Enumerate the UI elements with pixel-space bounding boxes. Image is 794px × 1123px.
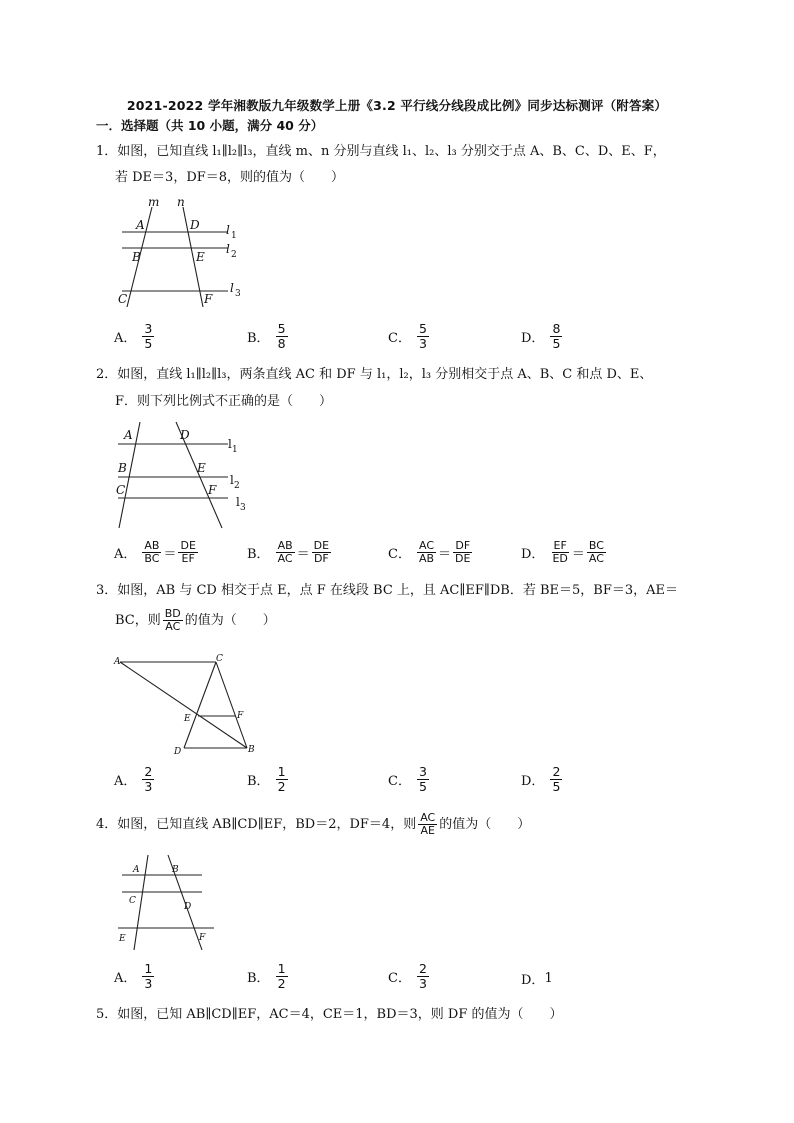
q2-label-B: B bbox=[118, 461, 127, 475]
q4-label-E: E bbox=[119, 934, 126, 944]
q1-option-b[interactable]: B． $\frac{5}{8}$ bbox=[247, 321, 286, 351]
q1-label-A: A bbox=[136, 218, 145, 232]
q3-label-D: D bbox=[174, 747, 182, 757]
q2-text-line1: 2．如图，直线 l₁∥l₂∥l₃，两条直线 AC 和 DF 与 l₁，l₂，l₃ 分别相交于点 A、B、C 和点 D、E、 bbox=[96, 367, 653, 382]
q2-option-b[interactable]: B． $\frac{AB}{AC}$ ＝ $\frac{DE}{DF}$ bbox=[247, 539, 330, 565]
svg-text:1: 1 bbox=[232, 445, 238, 455]
q3-segment-cb bbox=[216, 662, 247, 748]
q1-label-D: D bbox=[190, 218, 200, 232]
q1-label-m: m bbox=[148, 195, 160, 209]
q3-option-d[interactable]: D． $\frac{2}{5}$ bbox=[521, 764, 561, 794]
q4-label-A: A bbox=[133, 865, 140, 875]
q2-text-line2: F．则下列比例式不正确的是（ ） bbox=[115, 394, 333, 409]
q1-figure bbox=[110, 195, 260, 310]
section-heading: 一．选择题（共 10 小题，满分 40 分） bbox=[96, 118, 324, 133]
q3-label-E: E bbox=[184, 714, 191, 724]
q1-option-a[interactable]: A． $\frac{3}{5}$ bbox=[114, 321, 153, 351]
q4-option-d[interactable]: D． 1 bbox=[521, 971, 553, 988]
page-title: 2021-2022 学年湘教版九年级数学上册《3.2 平行线分线段成比例》同步达标测评（附答案） bbox=[126, 98, 668, 113]
q2-label-A: A bbox=[124, 428, 133, 442]
q1-label-F: F bbox=[204, 292, 213, 306]
q2-option-d[interactable]: D． $\frac{EF}{ED}$ ＝ $\frac{BC}{AC}$ bbox=[521, 539, 604, 565]
q3-figure bbox=[110, 650, 260, 758]
q1-label-B: B bbox=[132, 250, 141, 264]
q4-label-C: C bbox=[129, 896, 136, 906]
q1-label-l3: l bbox=[230, 281, 234, 295]
q2-label-D: D bbox=[180, 428, 190, 442]
q1-label-l1: l bbox=[226, 223, 230, 237]
svg-text:2: 2 bbox=[231, 250, 237, 260]
svg-text:1: 1 bbox=[231, 231, 237, 241]
q3-label-B: B bbox=[248, 745, 255, 755]
q2-figure bbox=[110, 420, 260, 532]
q3-label-C: C bbox=[216, 654, 223, 664]
q3-label-F: F bbox=[237, 711, 244, 721]
q3-segment-cd bbox=[184, 662, 216, 748]
q3-text-line2: BC，则 $\frac{BD}{AC}$ 的值为（ ） bbox=[115, 607, 276, 633]
svg-text:2: 2 bbox=[234, 481, 240, 491]
q2-label-C: C bbox=[116, 483, 126, 497]
q4-option-b[interactable]: B． $\frac{1}{2}$ bbox=[247, 961, 286, 991]
q3-segment-ab bbox=[120, 662, 247, 748]
q4-option-a[interactable]: A． $\frac{1}{3}$ bbox=[114, 961, 153, 991]
q4-label-D: D bbox=[184, 902, 192, 912]
q1-text-line1: 1．如图，已知直线 l₁∥l₂∥l₃，直线 m、n 分别与直线 l₁、l₂、l₃ 分别交于点 A、B、C、D、E、F， bbox=[96, 144, 666, 159]
q1-label-n: n bbox=[177, 195, 185, 209]
q1-label-l2: l bbox=[226, 242, 230, 256]
q1-label-E: E bbox=[196, 250, 205, 264]
q3-option-c[interactable]: C． $\frac{3}{5}$ bbox=[388, 764, 427, 794]
svg-text:3: 3 bbox=[235, 289, 241, 299]
q2-label-l1: l bbox=[228, 437, 232, 451]
q2-label-l3: l bbox=[236, 495, 240, 509]
q5-text-line1: 5．如图，已知 AB∥CD∥EF，AC＝4，CE＝1，BD＝3，则 DF 的值为（ ） bbox=[96, 1007, 563, 1022]
q1-option-d[interactable]: D． $\frac{8}{5}$ bbox=[521, 321, 561, 351]
q3-label-A: A bbox=[114, 657, 121, 667]
q2-label-F: F bbox=[208, 483, 217, 497]
q4-text-line1: 4．如图，已知直线 AB∥CD∥EF，BD＝2，DF＝4，则 $\frac{AC}{AE}$ 的值为（ ） bbox=[96, 811, 531, 837]
q4-figure bbox=[110, 852, 230, 954]
q2-label-l2: l bbox=[230, 473, 234, 487]
q1-option-c[interactable]: C． $\frac{5}{3}$ bbox=[388, 321, 427, 351]
q2-option-c[interactable]: C． $\frac{AC}{AB}$ ＝ $\frac{DF}{DE}$ bbox=[388, 539, 471, 565]
q3-option-a[interactable]: A． $\frac{2}{3}$ bbox=[114, 764, 153, 794]
q1-text-line2: 若 DE＝3，DF＝8，则的值为（ ） bbox=[115, 170, 345, 185]
q1-label-C: C bbox=[118, 292, 128, 306]
q3-text-line1: 3．如图，AB 与 CD 相交于点 E，点 F 在线段 BC 上，且 AC∥EF∥DB．若 BE＝5，BF＝3，AE＝ bbox=[96, 583, 679, 598]
q2-option-a[interactable]: A． $\frac{AB}{BC}$ ＝ $\frac{DE}{EF}$ bbox=[114, 539, 196, 565]
q2-label-E: E bbox=[197, 461, 206, 475]
q4-label-B: B bbox=[172, 865, 179, 875]
q4-option-c[interactable]: C． $\frac{2}{3}$ bbox=[388, 961, 427, 991]
svg-text:3: 3 bbox=[240, 503, 246, 513]
q3-option-b[interactable]: B． $\frac{1}{2}$ bbox=[247, 764, 286, 794]
q4-label-F: F bbox=[199, 933, 206, 943]
